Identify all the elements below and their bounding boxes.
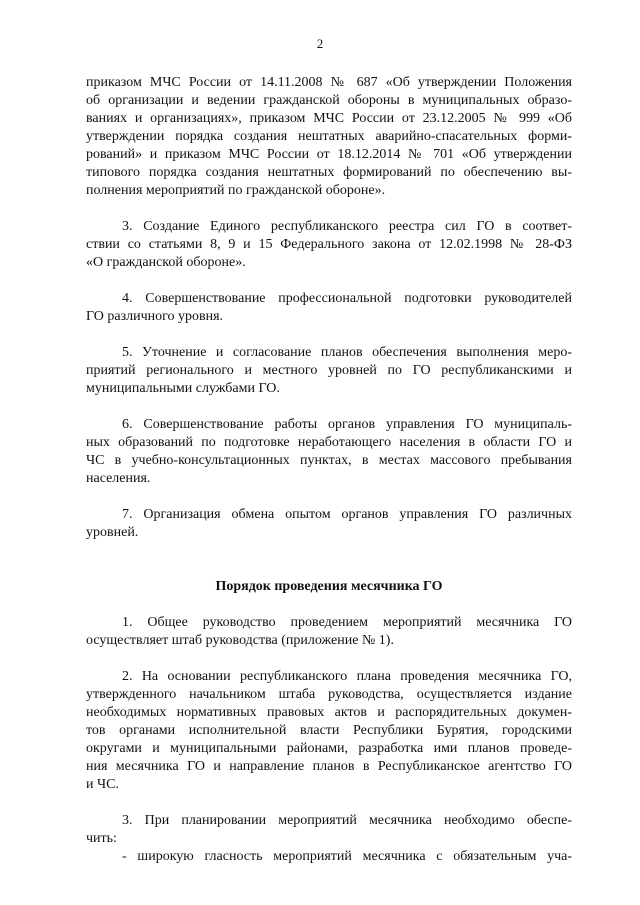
text-line: ваниях и организациях», приказом МЧС России от 23.12.2005 № 999 «Об	[86, 111, 572, 126]
paragraph-continuation	[86, 74, 572, 200]
text-line: 3. Создание Единого республиканского реестра сил ГО в соответ-	[122, 219, 572, 234]
text-line: приятий регионального и местного уровней по ГО республиканскими и	[86, 363, 572, 378]
text-line: ния месячника ГО и направление планов в Республиканское агентство ГО	[86, 759, 572, 774]
paragraph-item-3	[86, 218, 572, 272]
text-line: уровней.	[86, 525, 139, 540]
text-line: муниципальными службами ГО.	[86, 381, 280, 396]
text-line: 7. Организация обмена опытом органов управления ГО различных	[122, 507, 572, 522]
text-line: округами и муниципальными районами, разработка ими планов проведе-	[86, 741, 572, 756]
text-line: - широкую гласность мероприятий месячника с обязательным уча-	[122, 849, 572, 864]
text-line: ГО различного уровня.	[86, 309, 224, 324]
text-line: ЧС в учебно-консультационных пунктах, в местах массового пребывания	[86, 453, 572, 468]
paragraph-item-6	[86, 416, 572, 488]
section-paragraph-1	[86, 614, 572, 650]
text-line: утвержденного начальником штаба руководства, осуществляется издание	[86, 687, 572, 702]
paragraph-item-4	[86, 290, 572, 326]
document-body	[86, 74, 572, 866]
text-line: рований» и приказом МЧС России от 18.12.2014 № 701 «Об утверждении	[86, 147, 572, 162]
text-line: ствии со статьями 8, 9 и 15 Федерального закона от 12.02.1998 № 28-ФЗ	[86, 237, 572, 252]
paragraph-item-7	[86, 506, 572, 542]
section-paragraph-3	[86, 812, 572, 866]
text-line: «О гражданской обороне».	[86, 255, 246, 270]
text-line: 4. Совершенствование профессиональной подготовки руководителей	[122, 291, 572, 306]
text-line: 1. Общее руководство проведением мероприятий месячника ГО	[122, 615, 572, 630]
section-heading-block	[86, 578, 572, 596]
paragraph-item-5	[86, 344, 572, 398]
text-line: тов органами исполнительной власти Республики Бурятия, городскими	[86, 723, 572, 738]
text-line: 6. Совершенствование работы органов управления ГО муниципаль-	[122, 417, 572, 432]
text-line: полнения мероприятий по гражданской обороне».	[86, 183, 386, 198]
page-number: 2	[316, 36, 324, 51]
text-line: приказом МЧС России от 14.11.2008 № 687 «Об утверждении Положения	[86, 75, 572, 90]
text-line: населения.	[86, 471, 151, 486]
text-line: об организации и ведении гражданской обороны в муниципальных образо-	[86, 93, 572, 108]
text-line: и ЧС.	[86, 777, 119, 792]
text-line: 2. На основании республиканского плана проведения месячника ГО,	[122, 669, 572, 684]
text-line: ных образований по подготовке неработающего населения в области ГО и	[86, 435, 572, 450]
section-paragraph-2	[86, 668, 572, 794]
text-line: 5. Уточнение и согласование планов обеспечения выполнения меро-	[122, 345, 572, 360]
text-line: необходимых нормативных правовых актов и распорядительных докумен-	[86, 705, 572, 720]
text-line: осуществляет штаб руководства (приложение № 1).	[86, 633, 394, 648]
section-heading: Порядок проведения месячника ГО	[215, 579, 443, 594]
text-line: 3. При планировании мероприятий месячника необходимо обеспе-	[122, 813, 572, 828]
text-line: типового порядка создания нештатных формирований по обеспечению вы-	[86, 165, 572, 180]
text-line: утверждении порядка создания нештатных аварийно-спасательных форми-	[86, 129, 572, 144]
text-line: чить:	[86, 831, 117, 846]
